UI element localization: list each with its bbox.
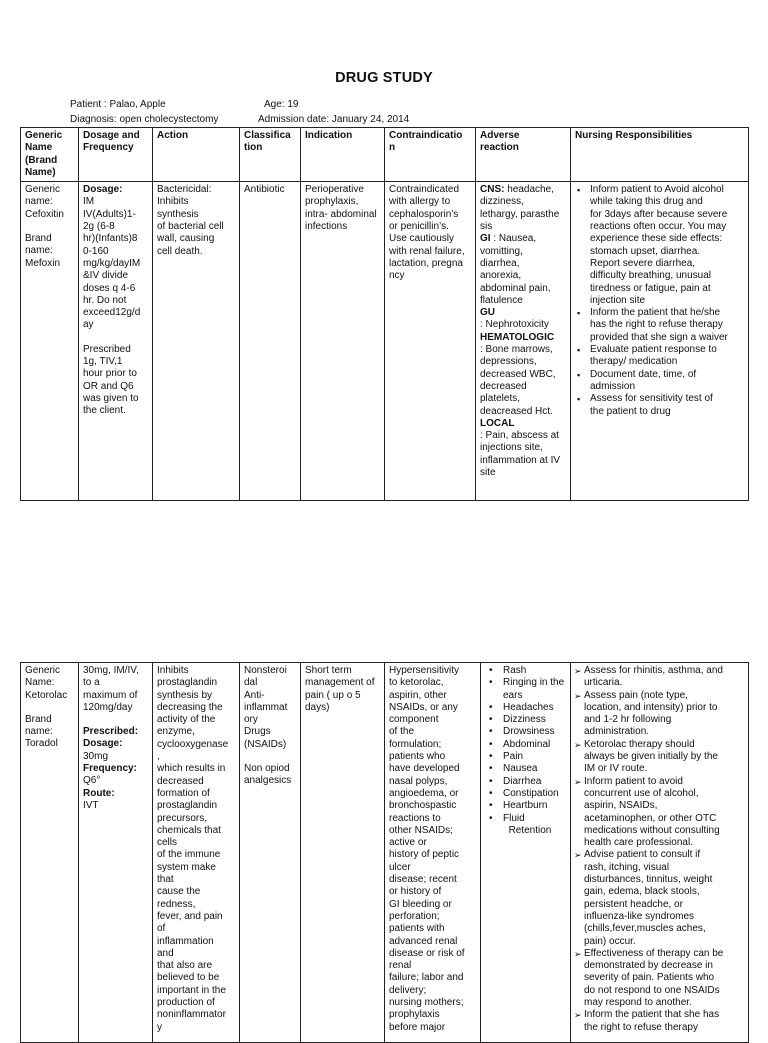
text-line: depressions, [480, 356, 537, 368]
text-line: Inhibits [157, 196, 189, 208]
nursing-item: ➢ Assess pain (note type, location, and intensity) prior to and 1-2 hr following administration. [575, 690, 744, 739]
text-line: Hypersensitivity [389, 665, 460, 676]
text-line: exceed12g/d [83, 307, 141, 319]
text-line: analgesics [244, 775, 292, 787]
text-line: name: [25, 245, 53, 257]
patient-name: Patient : Palao, Apple [70, 99, 166, 110]
text-line: tion [244, 142, 263, 154]
text-line: redness, [157, 898, 196, 910]
text-line: diarrhea, [480, 257, 520, 269]
text-line: perforation; [389, 910, 440, 922]
gi-text [480, 246, 566, 307]
text-line: OR and Q6 [83, 380, 134, 392]
text-line: hr)(Infants)8 [83, 233, 138, 245]
text-line: name: [25, 726, 53, 738]
text-line: prostaglandin [157, 800, 218, 812]
ketorolac-dosage-cell [79, 663, 153, 1043]
cefoxitin-name-cell [21, 182, 79, 501]
text-line: abdominal pain, [480, 282, 551, 294]
nursing-item: ➢ Effectiveness of therapy can be demonstrated by decrease in severity of pain. Patients who do not respond to one NSAIDs may respond to another. [575, 948, 744, 1009]
cefoxitin-classification-cell [240, 182, 301, 501]
text-line: Cefoxitin [25, 208, 64, 220]
text-line: , [157, 751, 160, 763]
text-line: aspirin, other [389, 689, 447, 701]
adverse-item: • Dizziness [485, 714, 566, 726]
text-line: the client. [83, 405, 126, 417]
text-line: inflammat [244, 701, 288, 713]
text-line: intra- abdominal [305, 208, 377, 220]
text-line: to ketorolac, [389, 677, 444, 689]
text-line: Brand [25, 713, 52, 725]
adverse-item: • Drowsiness [485, 726, 566, 738]
text-line: component [389, 714, 439, 726]
text-line: inflammation at IV [480, 454, 561, 466]
text-line: : Nephrotoxicity [480, 319, 549, 331]
text-line: have developed [389, 763, 460, 775]
text-line: NSAIDs, or any [389, 701, 458, 713]
text-line: days) [305, 701, 330, 713]
text-line: 30mg, IM/IV, [83, 665, 139, 676]
text-line: other NSAIDs; [389, 824, 453, 836]
nursing-item: ➢ Assess for rhinitis, asthma, and urticaria. [575, 665, 744, 690]
text-line: : Pain, abscess at [480, 430, 559, 442]
drug-study-table-cefoxitin [20, 127, 749, 501]
text-line: inflammation [157, 935, 214, 947]
header-indication [301, 128, 385, 182]
text-line: management of [305, 677, 375, 689]
text-line: site [480, 467, 496, 479]
cefoxitin-dosage-text [83, 196, 148, 331]
text-line: Name: [25, 677, 55, 689]
ketorolac-action-cell [153, 663, 240, 1043]
text-line: formulation; [389, 738, 442, 750]
document-title: DRUG STUDY [335, 70, 433, 86]
text-line: hr. Do not [83, 294, 127, 306]
text-line: decreased [157, 775, 204, 787]
text-line: disease; recent [389, 874, 457, 886]
text-line: &IV divide [83, 270, 129, 282]
dosage-label: Dosage: [83, 738, 123, 750]
route-label: Route: [83, 787, 115, 799]
adverse-item: • Constipation [485, 788, 566, 800]
text-line: chemicals that [157, 824, 221, 836]
text-line: IM [83, 196, 95, 208]
text-line: n [389, 142, 396, 154]
text-line: Generic [25, 184, 61, 196]
nursing-item: ➢ Ketorolac therapy should always be given initially by the IM or IV route. [575, 739, 744, 776]
gu-text [480, 319, 566, 331]
text-line: Indication [305, 130, 353, 141]
drug-study-table-ketorolac [20, 662, 749, 1043]
text-line: bronchospastic [389, 800, 457, 812]
text-line: lactation, pregna [389, 257, 463, 269]
text-line: disease or risk of [389, 947, 465, 959]
adverse-item: • Abdominal [485, 739, 566, 751]
cns-text [480, 196, 566, 233]
header-action [153, 128, 240, 182]
text-line: which results in [157, 763, 226, 775]
text-line: fever, and pain [157, 910, 223, 922]
text-line: formation of [157, 787, 210, 799]
ketorolac-contraindication-cell [385, 663, 481, 1043]
gu-label: GU [480, 307, 495, 319]
cefoxitin-nursing-list [575, 184, 744, 418]
dosage-value: 30mg [83, 750, 109, 762]
text-line: precursors, [157, 812, 208, 824]
ketorolac-adverse-cell [481, 663, 571, 1043]
text-line: ncy [389, 270, 405, 282]
text-line: renal [389, 960, 412, 972]
text-line: of bacterial cell [157, 221, 224, 233]
text-line: synthesis [157, 208, 199, 220]
ketorolac-generic-name [25, 665, 74, 702]
header-dosage [79, 128, 153, 182]
cefoxitin-adverse-cell [476, 182, 571, 501]
text-line: system make [157, 861, 216, 873]
header-contraindication [385, 128, 476, 182]
text-line: Nursing Responsibilities [575, 130, 693, 141]
text-line: maximum of [83, 689, 138, 701]
header-nursing [571, 128, 749, 182]
text-line: dizziness, [480, 196, 524, 208]
adverse-item: • Ringing in the ears [485, 677, 566, 702]
text-line: Prescribed [83, 343, 131, 355]
text-line: Frequency [83, 142, 134, 154]
adverse-item: • Diarrhea [485, 776, 566, 788]
text-line: Classifica [244, 130, 291, 141]
text-line: GI bleeding or [389, 898, 452, 910]
route-value: IVT [83, 799, 99, 811]
text-line: of the immune [157, 849, 221, 861]
cefoxitin-contraindication-cell [385, 182, 476, 501]
text-line: enzyme, [157, 726, 195, 738]
nursing-item: ➢ Inform the patient that she has the right to refuse therapy [575, 1009, 744, 1034]
text-line: or penicillin’s. [389, 221, 449, 233]
text-line: Short term [305, 665, 352, 676]
cefoxitin-row [21, 182, 749, 501]
text-line: prophylaxis [389, 1009, 440, 1021]
text-line: of [157, 923, 166, 935]
cefoxitin-indication-cell [301, 182, 385, 501]
text-line: deacreased Hct. [480, 405, 553, 417]
ketorolac-classification2-text [244, 763, 296, 788]
text-line: Mefoxin [25, 257, 61, 269]
text-line: Generic [25, 665, 61, 676]
ketorolac-dosage-text [83, 665, 148, 714]
text-line: with allergy to [389, 196, 451, 208]
text-line: delivery; [389, 984, 427, 996]
text-line: that [157, 874, 174, 886]
text-line: of the [389, 726, 415, 738]
text-line: reactions to [389, 812, 441, 824]
cefoxitin-generic-name [25, 184, 74, 221]
ketorolac-classification-text [244, 665, 296, 751]
text-line: cells [157, 837, 178, 849]
text-line: Anti- [244, 689, 265, 701]
text-line: and [157, 947, 174, 959]
text-line: angioedema, or [389, 787, 459, 799]
prescribed-label: Prescribed: [83, 726, 139, 738]
text-line: ory [244, 714, 258, 726]
text-line: nasal polyps, [389, 775, 448, 787]
text-line: name: [25, 196, 53, 208]
admission-date: Admission date: January 24, 2014 [258, 114, 410, 125]
text-line: Adverse [480, 130, 520, 141]
text-line: Nonsteroi [244, 665, 287, 676]
text-line: active or [389, 837, 427, 849]
text-line: Drugs [244, 726, 271, 738]
text-line: production of [157, 997, 215, 1009]
text-line: Contraindicatio [389, 130, 463, 141]
text-line: cause the [157, 886, 201, 898]
adverse-item: • Pain [485, 751, 566, 763]
text-line: : Bone marrows, [480, 344, 553, 356]
header-adverse [476, 128, 571, 182]
text-line: before major [389, 1021, 446, 1033]
text-line: platelets, [480, 393, 521, 405]
text-line: history of peptic [389, 849, 460, 861]
text-line: that also are [157, 960, 213, 972]
nursing-item: ▪ Document date, time, of admission [575, 369, 744, 394]
text-line: Antibiotic [244, 184, 285, 196]
text-line: injections site, [480, 442, 543, 454]
ketorolac-nursing-list [575, 665, 744, 1034]
text-line: Generic [25, 130, 63, 141]
text-line: Perioperative [305, 184, 364, 196]
cefoxitin-prescribed-text [83, 344, 148, 418]
adverse-item: • Heartburn [485, 800, 566, 812]
text-line: cell death. [157, 245, 203, 257]
text-line: decreasing the [157, 701, 223, 713]
text-line: pain ( up o 5 [305, 689, 361, 701]
text-line: Name) [25, 166, 56, 178]
nursing-item: ▪ Evaluate patient response to therapy/ medication [575, 344, 744, 369]
text-line: hour prior to [83, 368, 137, 380]
text-line: Brand [25, 233, 52, 245]
text-line: decreased [480, 380, 527, 392]
text-line: prophylaxis, [305, 196, 359, 208]
cefoxitin-dosage-cell [79, 182, 153, 501]
ketorolac-indication-cell [301, 663, 385, 1043]
text-line: Bactericidal: [157, 184, 212, 196]
text-line: Contraindicated [389, 184, 460, 196]
text-line: 2g (6-8 [83, 221, 115, 233]
text-line: flatulence [480, 294, 523, 306]
nursing-item: ▪ Inform the patient that he/she has the right to refuse therapy provided that she sign a waiver [575, 307, 744, 344]
nursing-item: ▪ Inform patient to Avoid alcohol while taking this drug and for 3days after because severe reactions often occur. You may experience these side effects: stomach upset, diarrhea. Report severe diarrhea, difficulty breathing, unusual tiredness or fatigue, pain at injection site [575, 184, 744, 307]
hematologic-text [480, 344, 566, 418]
text-line: wall, causing [157, 233, 215, 245]
text-line: cephalosporin’s [389, 208, 459, 220]
text-line: 1g, TIV,1 [83, 356, 123, 368]
adverse-item: • Nausea [485, 763, 566, 775]
text-line: Ketorolac [25, 689, 68, 701]
nursing-item: ➢ Advise patient to consult if rash, itching, visual disturbances, tinnitus, weight gain, edema, black stools, persistent headche, or influenza-like syndromes (chills,fever,muscles aches, pain) occur. [575, 849, 744, 947]
ketorolac-name-cell [21, 663, 79, 1043]
frequency-value: Q6° [83, 775, 101, 787]
ketorolac-adverse-list [485, 665, 566, 837]
text-line: reaction [480, 142, 519, 154]
nursing-item: ▪ Assess for sensitivity test of the patient to drug [575, 393, 744, 418]
gi-first: : Nausea, [490, 233, 537, 245]
cns-label: CNS: [480, 184, 505, 196]
nursing-item: ➢ Inform patient to avoid concurrent use of alcohol, aspirin, NSAIDs, acetaminophen, or other OTC medications without consulting health care professional. [575, 776, 744, 850]
text-line: dal [244, 677, 258, 689]
text-line: was given to [83, 392, 139, 404]
header-generic [21, 128, 79, 182]
text-line: prostaglandin [157, 677, 218, 689]
text-line: synthesis by [157, 689, 213, 701]
text-line: Inhibits [157, 665, 189, 676]
text-line: vomitting, [480, 245, 523, 257]
text-line: IV(Adults)1- [83, 208, 136, 220]
text-line: important in the [157, 984, 226, 996]
text-line: patients who [389, 751, 446, 763]
gi-label: GI [480, 233, 491, 245]
text-line: believed to be [157, 972, 220, 984]
text-line: with renal failure, [389, 245, 465, 257]
hematologic-label: HEMATOLOGIC [480, 331, 555, 343]
adverse-item: • Headaches [485, 702, 566, 714]
text-line: sis [480, 221, 493, 233]
cefoxitin-brand-name [25, 233, 74, 270]
text-line: cyclooxygenase [157, 738, 229, 750]
ketorolac-brand-name [25, 714, 74, 751]
text-line: y [157, 1021, 162, 1033]
text-line: lethargy, parasthe [480, 208, 560, 220]
text-line: 120mg/day [83, 701, 133, 713]
patient-age: Age: 19 [264, 99, 299, 110]
cns-first: headache, [504, 184, 554, 196]
text-line: patients with [389, 923, 445, 935]
text-line: to a [83, 677, 100, 689]
header-classification [240, 128, 301, 182]
text-line: anorexia, [480, 270, 522, 282]
cefoxitin-nursing-cell [571, 182, 749, 501]
text-line: doses q 4-6 [83, 282, 136, 294]
ketorolac-row [21, 663, 749, 1043]
local-label: LOCAL [480, 417, 515, 429]
text-line: Name [25, 142, 53, 154]
text-line: or history of [389, 886, 442, 898]
text-line: ay [83, 319, 94, 331]
text-line: Use cautiously [389, 233, 455, 245]
text-line: activity of the [157, 714, 216, 726]
adverse-item: • Rash [485, 665, 566, 677]
header-row [21, 128, 749, 182]
text-line: (NSAIDs) [244, 738, 287, 750]
adverse-item: • Fluid Retention [485, 813, 566, 838]
diagnosis: Diagnosis: open cholecystectomy [70, 114, 219, 125]
text-line: Toradol [25, 738, 58, 750]
text-line: Action [157, 130, 189, 141]
text-line: Dosage and [83, 130, 140, 141]
text-line: infections [305, 221, 348, 233]
ketorolac-nursing-cell [571, 663, 749, 1043]
text-line: ulcer [389, 861, 411, 873]
frequency-label: Frequency: [83, 763, 137, 775]
text-line: 0-160 [83, 245, 109, 257]
text-line: nursing mothers; [389, 997, 464, 1009]
text-line: decreased WBC, [480, 368, 556, 380]
text-line: noninflammator [157, 1009, 226, 1021]
text-line: failure; labor and [389, 972, 464, 984]
cefoxitin-action-cell [153, 182, 240, 501]
local-text [480, 430, 566, 479]
ketorolac-classification-cell [240, 663, 301, 1043]
text-line: (Brand [25, 154, 58, 166]
text-line: advanced renal [389, 935, 458, 947]
text-line: Non opiod [244, 763, 290, 775]
text-line: mg/kg/dayIM [83, 257, 141, 269]
cefoxitin-dosage-label: Dosage: [83, 184, 123, 196]
